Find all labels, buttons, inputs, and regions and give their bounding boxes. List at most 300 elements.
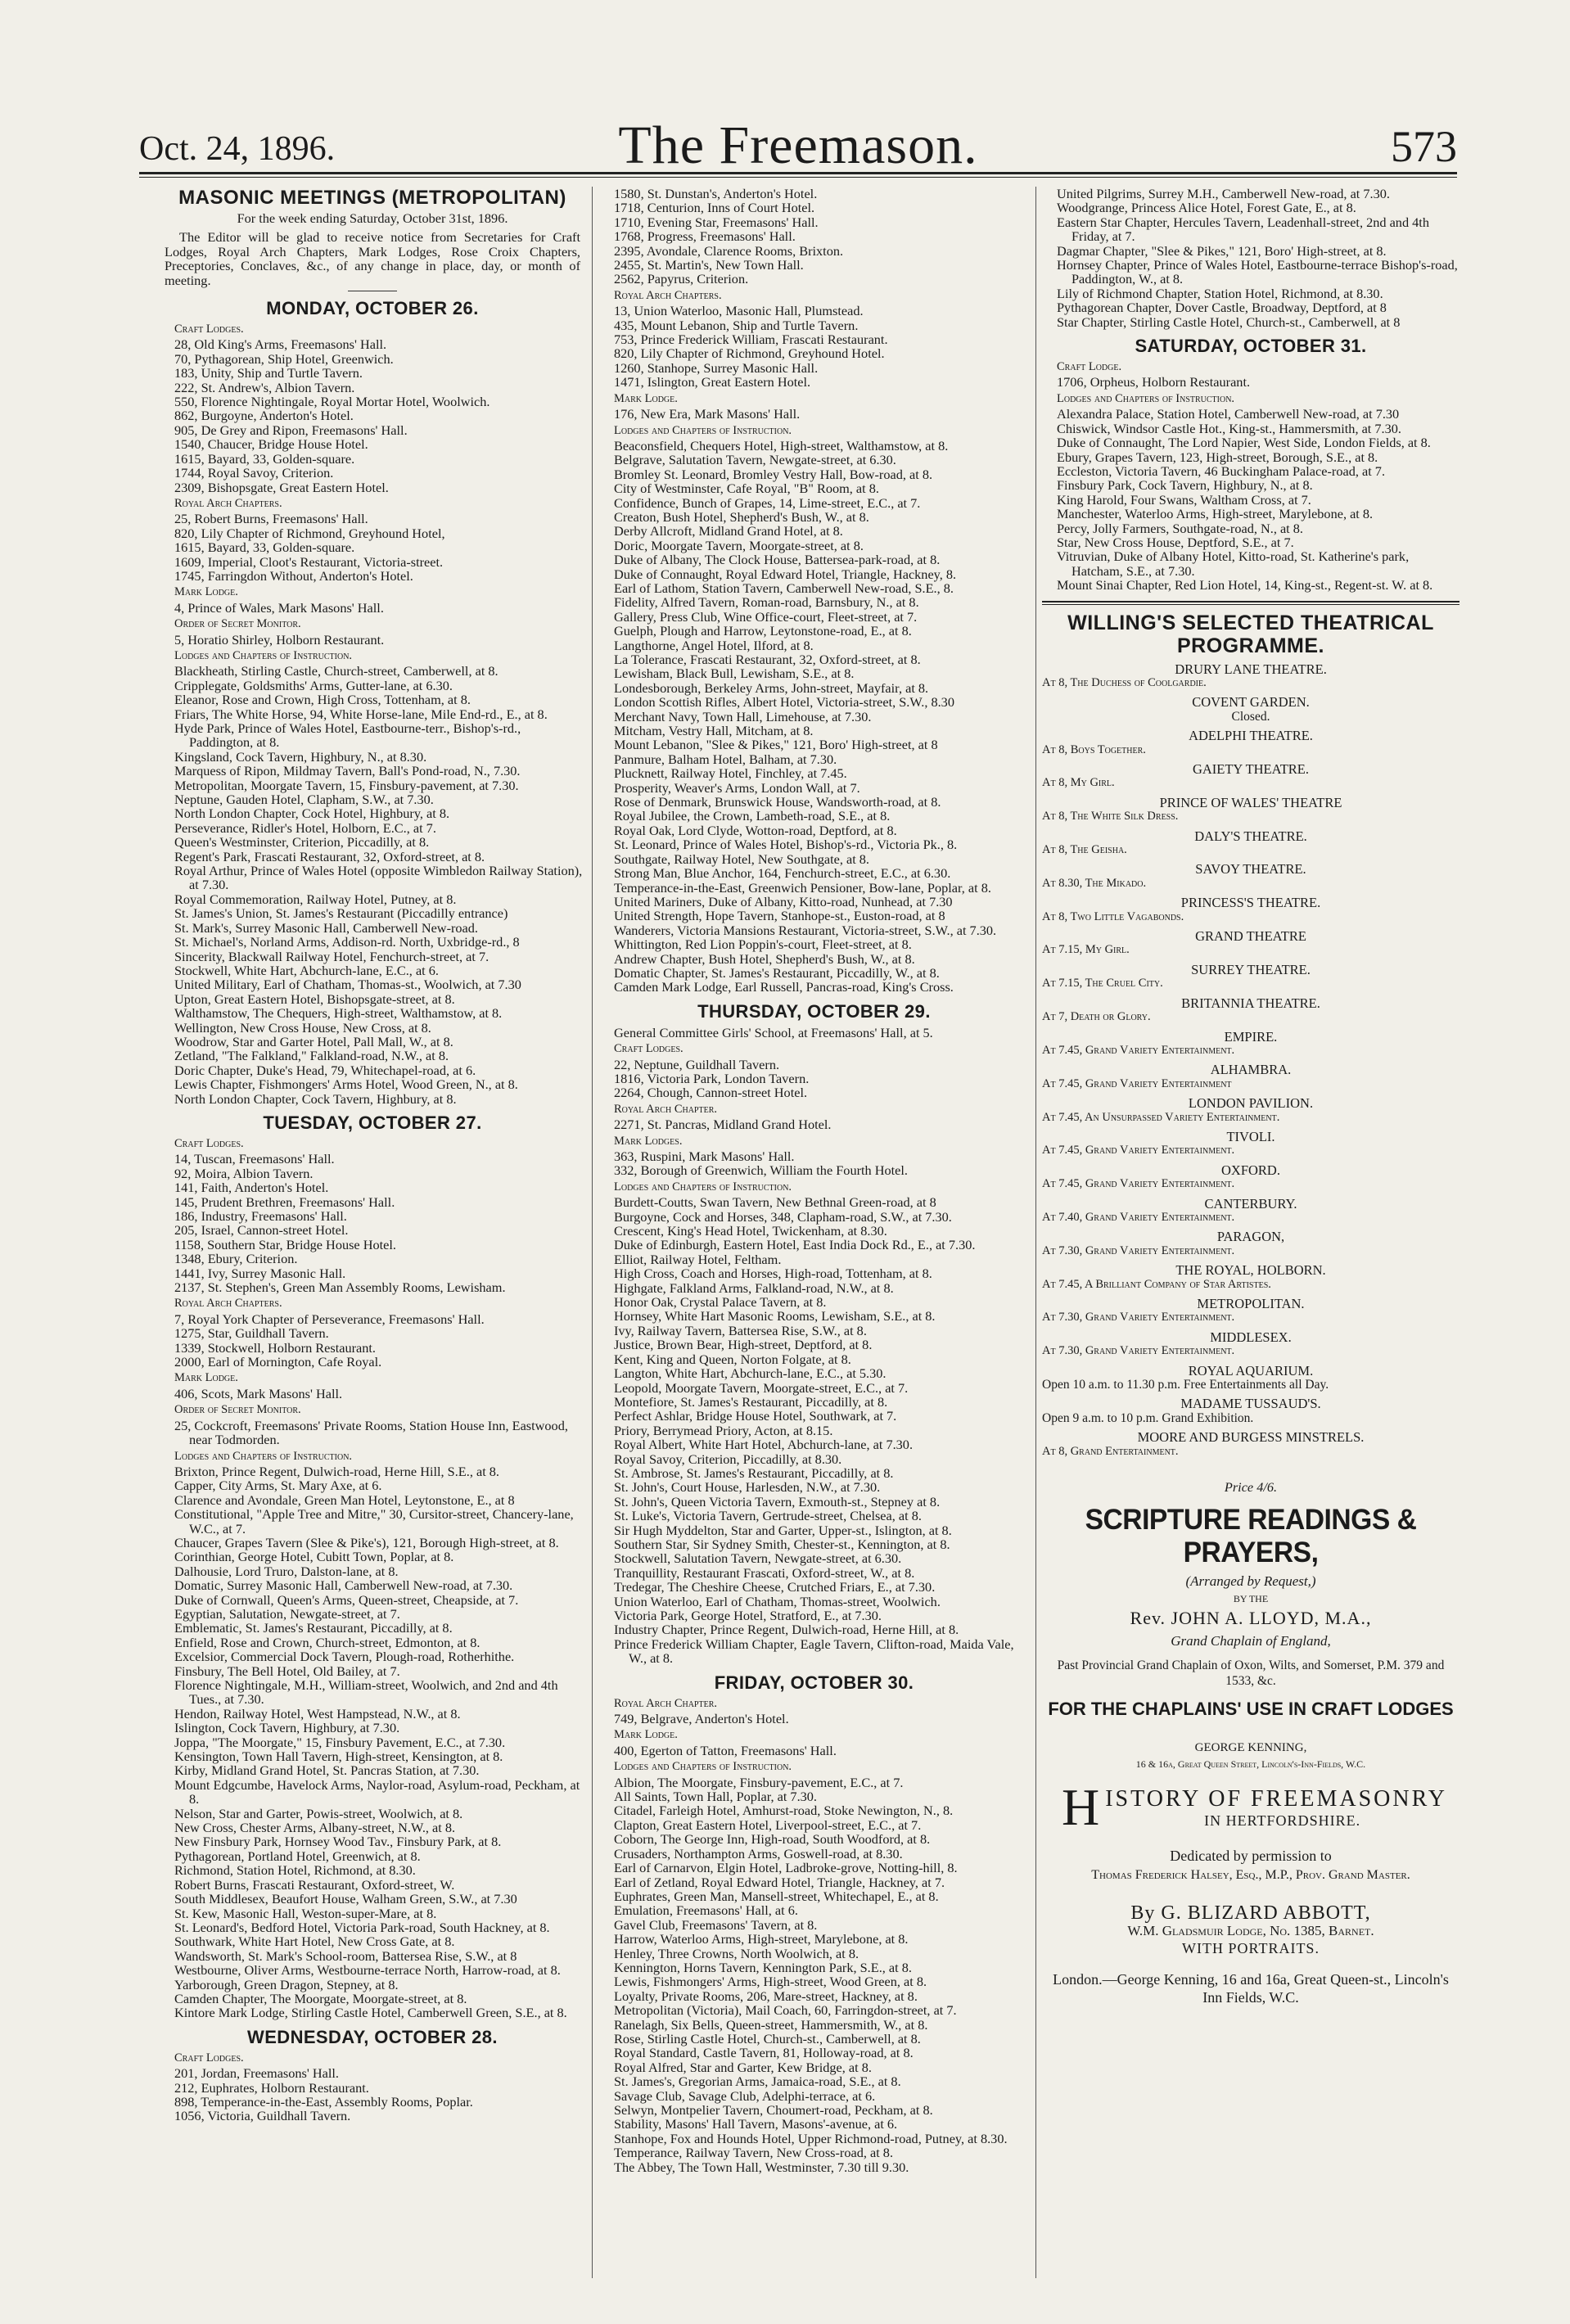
instruction-entry: Bromley St. Leonard, Bromley Vestry Hall, Bow-road, at 8. xyxy=(614,466,933,482)
chapter-entry: 749, Belgrave, Anderton's Hotel. xyxy=(614,1711,789,1727)
instruction-entry: St. Mark's, Surrey Masonic Hall, Camberwell New-road. xyxy=(174,919,478,936)
instruction-entry: Hornsey Chapter, Prince of Wales Hotel, Eastbourne-terrace Bishop's-road, Paddington, W., at 8. xyxy=(1057,257,1458,287)
instruction-entry: Belgrave, Salutation Tavern, Newgate-street, at 6.30. xyxy=(614,452,896,468)
instruction-entry: Islington, Cock Tavern, Highbury, at 7.30. xyxy=(174,1720,400,1736)
subheading: Craft Lodges. xyxy=(614,1042,683,1056)
editor-note: The Editor will be glad to receive notice from Secretaries for Craft Lodges, Royal Arch Chapters, Mark Lodges, Rose Croix Chapters, Preceptories, Conclaves, &c., of any change in place, day, or month of meeting. xyxy=(165,229,580,288)
patron: Thomas Frederick Halsey, Esq., M.P., Prov. Grand Master. xyxy=(1091,1867,1410,1882)
entry-list xyxy=(599,187,1029,287)
instruction-entry: Montefiore, St. James's Restaurant, Piccadilly, at 8. xyxy=(614,1393,888,1410)
chapter-entry: 1260, Stanhope, Surrey Masonic Hall. xyxy=(614,359,819,376)
instruction-entry: Manchester, Waterloo Arms, High-street, Marylebone, at 8. xyxy=(1057,506,1374,522)
instruction-entry: Domatic Chapter, St. James's Restaurant, Piccadilly, W., at 8. xyxy=(614,964,940,981)
subheading: Order of Secret Monitor. xyxy=(174,617,301,631)
instruction-entry: Rose of Denmark, Brunswick House, Wandsworth-road, at 8. xyxy=(614,794,941,810)
instruction-entry: United Mariners, Duke of Albany, Kitto-road, Nunhead, at 7.30 xyxy=(614,893,953,909)
instruction-entry: Regent's Park, Frascati Restaurant, 32, Oxford-street, at 8. xyxy=(174,848,485,864)
drop-cap: H xyxy=(1062,1777,1103,1836)
lodge-entry: 5, Horatio Shirley, Holborn Restaurant. xyxy=(174,631,385,648)
lodge-entry: 205, Israel, Cannon-street Hotel. xyxy=(174,1222,349,1239)
day-heading-monday: MONDAY, OCTOBER 26. xyxy=(266,298,479,319)
instruction-entry: Chaucer, Grapes Tavern (Slee & Pike's), 121, Borough High-street, at 8. xyxy=(174,1534,559,1550)
entry-list xyxy=(599,1744,1029,1758)
instruction-entry: Crusaders, Northampton Arms, Goswell-road, at 8.30. xyxy=(614,1845,903,1861)
theatre-show: At 7.45, Grand Variety Entertainment xyxy=(1042,1076,1232,1090)
instruction-entry: Vitruvian, Duke of Albany Hotel, Kitto-road, St. Katherine's park, Hatcham, S.E., at 7.30. xyxy=(1057,548,1410,579)
instruction-entry: Royal Oak, Lord Clyde, Wotton-road, Deptford, at 8. xyxy=(614,822,897,838)
publisher-footer: London.—George Kenning, 16 and 16a, Great Queen-st., Lincoln's Inn Fields, W.C. xyxy=(1053,1970,1449,2006)
instruction-entry: Tredegar, The Cheshire Cheese, Crutched Friars, E., at 7.30. xyxy=(614,1579,936,1595)
theatre-show: At 8, The Duchess of Coolgardie. xyxy=(1042,675,1207,689)
author-credentials: Past Provincial Grand Chaplain of Oxon, Wilts, and Somerset, P.M. 379 and 1533, &c. xyxy=(1057,1658,1445,1689)
instruction-entry: Earl of Zetland, Royal Edward Hotel, Triangle, Hackney, at 7. xyxy=(614,1874,945,1890)
theatre-name: SURREY THEATRE. xyxy=(1191,961,1311,977)
subheading: Mark Lodges. xyxy=(614,1134,683,1148)
dedication: Dedicated by permission to xyxy=(1170,1848,1332,1865)
lodge-entry: 1718, Centurion, Inns of Court Hotel. xyxy=(614,200,815,216)
theatre-show: At 8, Boys Together. xyxy=(1042,742,1146,756)
instruction-entry: Nelson, Star and Garter, Powis-street, Woolwich, at 8. xyxy=(174,1805,463,1821)
theatre-show: At 7.45, Grand Variety Entertainment. xyxy=(1042,1043,1235,1057)
instruction-entry: Gavel Club, Freemasons' Tavern, at 8. xyxy=(614,1916,818,1933)
instruction-entry: Dalhousie, Lord Truro, Dalston-lane, at 8. xyxy=(174,1563,399,1579)
column-2 xyxy=(599,187,1029,2282)
instruction-entry: Fidelity, Alfred Tavern, Roman-road, Barnsbury, N., at 8. xyxy=(614,594,919,611)
lodge-entry: 1710, Evening Star, Freemasons' Hall. xyxy=(614,214,819,230)
lodge-entry: 2562, Papyrus, Criterion. xyxy=(614,271,749,287)
arranged-note: (Arranged by Request,) xyxy=(1185,1573,1316,1590)
lodge-entry: 550, Florence Nightingale, Royal Mortar Hotel, Woolwich. xyxy=(174,394,490,410)
instruction-entry: Confidence, Bunch of Grapes, 14, Lime-street, E.C., at 7. xyxy=(614,494,921,511)
instruction-entry: Industry Chapter, Prince Regent, Dulwich-road, Herne Hill, at 8. xyxy=(614,1622,959,1638)
meetings-subtitle: For the week ending Saturday, October 31st, 1896. xyxy=(237,210,508,226)
instruction-entry: Camden Chapter, The Moorgate, Moorgate-street, at 8. xyxy=(174,1990,467,2006)
column-divider xyxy=(592,187,593,2278)
entry-list xyxy=(160,1419,585,1447)
chapter-entry: 1275, Star, Guildhall Tavern. xyxy=(174,1325,329,1342)
lodge-entry: 201, Jordan, Freemasons' Hall. xyxy=(174,2065,339,2082)
instruction-entry: Langton, White Hart, Abchurch-lane, E.C., at 5.30. xyxy=(614,1365,887,1382)
instruction-entry: Rose, Stirling Castle Hotel, Church-st., Camberwell, at 8. xyxy=(614,2030,921,2046)
day-heading-saturday: SATURDAY, OCTOBER 31. xyxy=(1135,336,1367,357)
instruction-entry: Blackheath, Stirling Castle, Church-street, Camberwell, at 8. xyxy=(174,663,499,679)
lodge-entry: 1744, Royal Savoy, Criterion. xyxy=(174,465,334,481)
instruction-entry: Corinthian, George Hotel, Cubitt Town, Poplar, at 8. xyxy=(174,1549,454,1565)
instruction-entry: St. John's, Queen Victoria Tavern, Exmouth-st., Stepney at 8. xyxy=(614,1493,941,1509)
theatre-programme-title: WILLING'S SELECTED THEATRICAL PROGRAMME. xyxy=(1067,611,1434,657)
instruction-entry: St. Kew, Masonic Hall, Weston-super-Mare, at 8. xyxy=(174,1905,437,1921)
instruction-entry: Alexandra Palace, Station Hotel, Camberwell New-road, at 7.30 xyxy=(1057,406,1400,422)
theatre-show: At 7.45, A Brilliant Company of Star Artistes. xyxy=(1042,1277,1271,1291)
instruction-entry: Mount Sinai Chapter, Red Lion Hotel, 14, King-st., Regent-st. W. at 8. xyxy=(1057,577,1433,593)
theatre-show: At 8, My Girl. xyxy=(1042,776,1115,790)
issue-date: Oct. 24, 1896. xyxy=(139,130,336,168)
instruction-entry: Emulation, Freemasons' Hall, at 6. xyxy=(614,1902,798,1919)
chapter-entry: 25, Robert Burns, Freemasons' Hall. xyxy=(174,511,368,527)
instruction-entry: Prince Frederick William Chapter, Eagle Tavern, Clifton-road, Maida Vale, W., at 8. xyxy=(614,1636,1014,1667)
instruction-entry: Strong Man, Blue Anchor, 164, Fenchurch-street, E.C., at 6.30. xyxy=(614,865,951,882)
theatre-show: At 7, Death or Glory. xyxy=(1042,1010,1151,1024)
lodge-entry: 186, Industry, Freemasons' Hall. xyxy=(174,1208,347,1224)
instruction-entry: Honor Oak, Crystal Palace Tavern, at 8. xyxy=(614,1294,827,1311)
instruction-entry: Mitcham, Vestry Hall, Mitcham, at 8. xyxy=(614,723,814,739)
instruction-entry: Andrew Chapter, Bush Hotel, Shepherd's Bush, W., at 8. xyxy=(614,950,915,967)
instruction-entry: Southwark, White Hart Hotel, New Cross Gate, at 8. xyxy=(174,1934,455,1950)
instruction-entry: Lily of Richmond Chapter, Station Hotel, Richmond, at 8.30. xyxy=(1057,285,1383,301)
instruction-entry: Justice, Brown Bear, High-street, Deptford, at 8. xyxy=(614,1337,873,1353)
entry-list xyxy=(160,512,585,583)
instruction-entry: Clarence and Avondale, Green Man Hotel, Leytonstone, E., at 8 xyxy=(174,1491,515,1508)
theatre-name: GRAND THEATRE xyxy=(1195,928,1306,945)
day-heading-thursday: THURSDAY, OCTOBER 29. xyxy=(697,1000,931,1022)
theatre-name: MIDDLESEX. xyxy=(1210,1329,1292,1345)
theatre-show: Closed. xyxy=(1231,709,1270,724)
instruction-entry: Duke of Cornwall, Queen's Arms, Queen-street, Cheapside, at 7. xyxy=(174,1591,519,1608)
lodge-entry: 145, Prudent Brethren, Freemasons' Hall. xyxy=(174,1194,395,1210)
instruction-entry: Beaconsfield, Chequers Hotel, High-street, Walthamstow, at 8. xyxy=(614,437,949,454)
instruction-entry: St. John's, Court House, Harlesden, N.W., at 7.30. xyxy=(614,1479,881,1496)
theatre-name: GAIETY THEATRE. xyxy=(1192,761,1310,777)
subheading: Craft Lodges. xyxy=(174,2051,244,2065)
lodge-entry: 2137, St. Stephen's, Green Man Assembly Rooms, Lewisham. xyxy=(174,1279,506,1296)
page-number: 573 xyxy=(1391,122,1457,171)
lodge-entry: 905, De Grey and Ripon, Freemasons' Hall. xyxy=(174,422,408,438)
chapter-entry: 435, Mount Lebanon, Ship and Turtle Tavern. xyxy=(614,317,859,333)
instruction-entry: Leopold, Moorgate Tavern, Moorgate-street, E.C., at 7. xyxy=(614,1379,909,1396)
lodge-entry: 1706, Orpheus, Holborn Restaurant. xyxy=(1057,374,1251,390)
instruction-entry: Sir Hugh Myddelton, Star and Garter, Upper-st., Islington, at 8. xyxy=(614,1522,952,1538)
instruction-entry: Finsbury, The Bell Hotel, Old Bailey, at 7. xyxy=(174,1663,400,1679)
theatre-name: MADAME TUSSAUD'S. xyxy=(1180,1396,1321,1412)
subheading: Mark Lodge. xyxy=(614,1728,678,1742)
chapter-entry: 7, Royal York Chapter of Perseverance, Freemasons' Hall. xyxy=(174,1311,485,1327)
instruction-entry: Duke of Connaught, Royal Edward Hotel, Triangle, Hackney, 8. xyxy=(614,566,957,582)
subheading: Craft Lodges. xyxy=(174,323,244,336)
instruction-entry: Woodgrange, Princess Alice Hotel, Forest Gate, E., at 8. xyxy=(1057,200,1356,216)
instruction-entry: Mount Lebanon, "Slee & Pikes," 121, Boro' High-street, at 8 xyxy=(614,737,938,753)
instruction-entry: Ebury, Grapes Tavern, 123, High-street, Borough, S.E., at 8. xyxy=(1057,449,1378,465)
instruction-entry: Merchant Navy, Town Hall, Limehouse, at 7.30. xyxy=(614,708,872,724)
lodge-entry: 4, Prince of Wales, Mark Masons' Hall. xyxy=(174,599,384,616)
instruction-entry: Doric Chapter, Duke's Head, 79, Whitechapel-road, at 6. xyxy=(174,1062,476,1078)
instruction-entry: Lewis, Fishmongers' Arms, High-street, Wood Green, at 8. xyxy=(614,1974,927,1990)
theatre-show: At 7.30, Grand Variety Entertainment. xyxy=(1042,1344,1235,1358)
theatre-show: At 8, Grand Entertainment. xyxy=(1042,1444,1179,1458)
entry-list xyxy=(599,1058,1029,1100)
instruction-entry: High Cross, Coach and Horses, High-road, Tottenham, at 8. xyxy=(614,1266,932,1282)
instruction-entry: Eccleston, Victoria Tavern, 46 Buckingham Palace-road, at 7. xyxy=(1057,463,1386,479)
history-author: By G. BLIZARD ABBOTT, xyxy=(1130,1902,1371,1924)
lodge-entry: 14, Tuscan, Freemasons' Hall. xyxy=(174,1151,335,1167)
theatre-show: Open 10 a.m. to 11.30 p.m. Free Entertainments all Day. xyxy=(1042,1378,1329,1392)
instruction-entry: Robert Burns, Frascati Restaurant, Oxford-street, W. xyxy=(174,1876,455,1893)
subheading: Craft Lodges. xyxy=(174,1136,244,1150)
entry-list xyxy=(599,1195,1029,1665)
theatre-show: At 7.15, The Cruel City. xyxy=(1042,977,1163,991)
lodge-entry: 2455, St. Martin's, New Town Hall. xyxy=(614,257,804,273)
instruction-entry: Royal Standard, Castle Tavern, 81, Holloway-road, at 8. xyxy=(614,2045,914,2061)
instruction-entry: Domatic, Surrey Masonic Hall, Camberwell New-road, at 7.30. xyxy=(174,1577,513,1594)
instruction-entry: King Harold, Four Swans, Waltham Cross, at 7. xyxy=(1057,491,1311,508)
day-heading-tuesday: TUESDAY, OCTOBER 27. xyxy=(263,1112,482,1133)
lodge-entry: 22, Neptune, Guildhall Tavern. xyxy=(614,1056,780,1072)
lodge-entry: 332, Borough of Greenwich, William the Fourth Hotel. xyxy=(614,1162,908,1179)
column-1 xyxy=(160,187,585,2282)
instruction-entry: Upton, Great Eastern Hotel, Bishopsgate-street, at 8. xyxy=(174,991,455,1007)
subheading: Craft Lodge. xyxy=(1057,360,1122,374)
entry-list xyxy=(160,1312,585,1370)
instruction-entry: Chiswick, Windsor Castle Hot., King-st., Hammersmith, at 7.30. xyxy=(1057,420,1401,436)
instruction-entry: Star, New Cross House, Deptford, S.E., at 7. xyxy=(1057,534,1294,550)
lodge-entry: 2264, Chough, Cannon-street Hotel. xyxy=(614,1085,808,1101)
chapter-entry: 2000, Earl of Mornington, Cafe Royal. xyxy=(174,1354,382,1370)
instruction-entry: Royal Commemoration, Railway Hotel, Putney, at 8. xyxy=(174,891,457,907)
section-rule xyxy=(1042,601,1459,602)
instruction-entry: Panmure, Balham Hotel, Balham, at 7.30. xyxy=(614,751,837,767)
instruction-entry: Percy, Jolly Farmers, Southgate-road, N., at 8. xyxy=(1057,520,1303,536)
instruction-entry: Mount Edgcumbe, Havelock Arms, Naylor-road, Asylum-road, Peckham, at 8. xyxy=(174,1776,580,1807)
lodge-entry: 212, Euphrates, Holborn Restaurant. xyxy=(174,2079,369,2096)
lodge-entry: 898, Temperance-in-the-East, Assembly Rooms, Poplar. xyxy=(174,2093,473,2110)
entry-list xyxy=(160,2066,585,2123)
lodge-entry: 400, Egerton of Tatton, Freemasons' Hall. xyxy=(614,1742,837,1758)
chapter-entry: 2271, St. Pancras, Midland Grand Hotel. xyxy=(614,1117,832,1133)
instruction-entry: Albion, The Moorgate, Finsbury-pavement, E.C., at 7. xyxy=(614,1774,904,1790)
instruction-entry: Earl of Carnarvon, Elgin Hotel, Ladbroke-grove, Notting-hill, 8. xyxy=(614,1860,958,1876)
lodge-entry: 406, Scots, Mark Masons' Hall. xyxy=(174,1385,343,1401)
section-rule-thin xyxy=(1042,604,1459,605)
portraits-note: WITH PORTRAITS. xyxy=(1182,1939,1320,1956)
instruction-entry: Londesborough, Berkeley Arms, John-street, Mayfair, at 8. xyxy=(614,679,929,696)
theatre-name: PRINCE OF WALES' THEATRE xyxy=(1159,794,1342,810)
instruction-entry: New Finsbury Park, Hornsey Wood Tav., Finsbury Park, at 8. xyxy=(174,1834,502,1850)
instruction-entry: Star Chapter, Stirling Castle Hotel, Church-st., Camberwell, at 8 xyxy=(1057,314,1401,330)
theatre-name: PRINCESS'S THEATRE. xyxy=(1180,895,1321,911)
entry-list xyxy=(599,1149,1029,1178)
instruction-entry: Savage Club, Savage Club, Adelphi-terrace, at 6. xyxy=(614,2087,876,2104)
chapter-entry: 1339, Stockwell, Holborn Restaurant. xyxy=(174,1339,376,1356)
instruction-entry: Duke of Edinburgh, Eastern Hotel, East India Dock Rd., E., at 7.30. xyxy=(614,1237,976,1253)
instruction-entry: Capper, City Arms, St. Mary Axe, at 6. xyxy=(174,1478,382,1494)
theatre-show: At 8, The Geisha. xyxy=(1042,843,1127,857)
theatre-name: OXFORD. xyxy=(1221,1162,1280,1178)
history-title-text: ISTORY OF FREEMASONRY xyxy=(1105,1785,1447,1812)
theatre-show: Open 9 a.m. to 10 p.m. Grand Exhibition. xyxy=(1042,1410,1254,1425)
lodge-entry: 183, Unity, Ship and Turtle Tavern. xyxy=(174,365,363,381)
instruction-entry: Temperance-in-the-East, Greenwich Pensioner, Bow-lane, Poplar, at 8. xyxy=(614,879,991,896)
instruction-entry: All Saints, Town Hall, Poplar, at 7.30. xyxy=(614,1789,817,1805)
instruction-entry: Eastern Star Chapter, Hercules Tavern, Leadenhall-street, 2nd and 4th Friday, at 7. xyxy=(1057,214,1429,245)
lodge-entry: 1348, Ebury, Criterion. xyxy=(174,1251,298,1267)
instruction-entry: Royal Jubilee, the Crown, Lambeth-road, S.E., at 8. xyxy=(614,808,891,824)
chapter-entry: 1745, Farringdon Without, Anderton's Hotel. xyxy=(174,567,413,584)
instruction-entry: Dagmar Chapter, "Slee & Pikes," 121, Boro' High-street, at 8. xyxy=(1057,242,1387,259)
instruction-entry: Brixton, Prince Regent, Dulwich-road, Herne Hill, S.E., at 8. xyxy=(174,1463,499,1479)
entry-list xyxy=(599,439,1029,995)
theatre-name: ROYAL AQUARIUM. xyxy=(1188,1362,1314,1379)
entry-list xyxy=(160,664,585,1106)
chapter-entry: 820, Lily Chapter of Richmond, Greyhound Hotel, xyxy=(174,525,445,541)
masthead-rule xyxy=(139,172,1457,174)
instruction-entry: Cripplegate, Goldsmiths' Arms, Gutter-lane, at 6.30. xyxy=(174,677,453,693)
instruction-entry: Hyde Park, Prince of Wales Hotel, Eastbourne-terr., Bishop's-rd., Paddington, at 8. xyxy=(174,720,521,751)
theatre-name: BRITANNIA THEATRE. xyxy=(1181,995,1320,1011)
meetings-title: MASONIC MEETINGS (METROPOLITAN) xyxy=(178,187,566,209)
instruction-entry: Burgoyne, Cock and Horses, 348, Clapham-road, S.W., at 7.30. xyxy=(614,1208,952,1225)
instruction-entry: United Pilgrims, Surrey M.H., Camberwell New-road, at 7.30. xyxy=(1057,187,1390,201)
instruction-entry: Gallery, Press Club, Wine Office-court, Fleet-street, at 7. xyxy=(614,608,918,625)
instruction-entry: St. Ambrose, St. James's Restaurant, Piccadilly, at 8. xyxy=(614,1464,894,1481)
instruction-entry: Westbourne, Oliver Arms, Westbourne-terrace North, Harrow-road, at 8. xyxy=(174,1962,561,1979)
instruction-entry: Perseverance, Ridler's Hotel, Holborn, E.C., at 7. xyxy=(174,819,436,836)
instruction-entry: Kensington, Town Hall Tavern, High-street, Kensington, at 8. xyxy=(174,1749,503,1765)
lodge-entry: 141, Faith, Anderton's Hotel. xyxy=(174,1180,329,1196)
instruction-entry: Priory, Berrymead Priory, Acton, at 8.15. xyxy=(614,1422,833,1438)
column-3 xyxy=(1042,187,1459,2282)
instruction-entry: Camden Mark Lodge, Earl Russell, Pancras-road, King's Cross. xyxy=(614,979,954,995)
instruction-entry: Creaton, Bush Hotel, Shepherd's Bush, W., at 8. xyxy=(614,508,869,525)
instruction-entry: Highgate, Falkland Arms, Falkland-road, N.W., at 8. xyxy=(614,1279,894,1296)
lodge-entry: 222, St. Andrew's, Albion Tavern. xyxy=(174,379,355,395)
lodge-entry: 1158, Southern Star, Bridge House Hotel. xyxy=(174,1236,396,1252)
instruction-entry: St. Leonard's, Bedford Hotel, Victoria Park-road, South Hackney, at 8. xyxy=(174,1919,550,1935)
subheading: Royal Arch Chapters. xyxy=(174,496,282,510)
instruction-entry: Crescent, King's Head Hotel, Twickenham, at 8.30. xyxy=(614,1223,887,1239)
instruction-entry: Kirby, Midland Grand Hotel, St. Pancras Station, at 7.30. xyxy=(174,1762,480,1779)
theatre-name: COVENT GARDEN. xyxy=(1192,694,1310,711)
theatre-name: ADELPHI THEATRE. xyxy=(1189,728,1313,744)
instruction-entry: Joppa, "The Moorgate," 15, Finsbury Pavement, E.C., at 7.30. xyxy=(174,1734,506,1750)
instruction-entry: Zetland, "The Falkland," Falkland-road, N.W., at 8. xyxy=(174,1048,449,1064)
lodge-entry: 1615, Bayard, 33, Golden-square. xyxy=(174,450,355,467)
instruction-entry: Metropolitan, Moorgate Tavern, 15, Finsbury-pavement, at 7.30. xyxy=(174,777,519,793)
instruction-entry: South Middlesex, Beaufort House, Walham Green, S.W., at 7.30 xyxy=(174,1891,517,1907)
theatre-name: EMPIRE. xyxy=(1224,1028,1278,1045)
instruction-entry: Plucknett, Railway Hotel, Finchley, at 7.45. xyxy=(614,765,847,782)
subheading: Lodges and Chapters of Instruction. xyxy=(1057,391,1235,405)
by-the-label: BY THE xyxy=(1233,1592,1269,1604)
theatre-show: At 8, Two Little Vagabonds. xyxy=(1042,909,1184,923)
instruction-entry: St. James's, Gregorian Arms, Jamaica-road, S.E., at 8. xyxy=(614,2074,901,2090)
lodge-entry: 25, Cockcroft, Freemasons' Private Rooms, Station House Inn, Eastwood, near Todmorden. xyxy=(174,1417,568,1448)
instruction-entry: Lewisham, Black Bull, Lewisham, S.E., at 8. xyxy=(614,666,855,682)
instruction-entry: Stability, Masons' Hall Tavern, Masons'-avenue, at 6. xyxy=(614,2116,898,2132)
instruction-entry: Wanderers, Victoria Mansions Restaurant, Victoria-street, S.W., at 7.30. xyxy=(614,922,997,938)
instruction-entry: Langthorne, Angel Hotel, Ilford, at 8. xyxy=(614,637,814,653)
instruction-entry: Royal Alfred, Star and Garter, Kew Bridge, at 8. xyxy=(614,2059,872,2075)
subheading: Lodges and Chapters of Instruction. xyxy=(614,1760,792,1774)
instruction-entry: Harrow, Waterloo Arms, High-street, Marylebone, at 8. xyxy=(614,1931,909,1947)
instruction-entry: Royal Albert, White Hart Hotel, Abchurch-lane, at 7.30. xyxy=(614,1437,914,1453)
instruction-entry: Excelsior, Commercial Dock Tavern, Plough-road, Rotherhithe. xyxy=(174,1649,515,1665)
instruction-entry: Temperance, Railway Tavern, New Cross-road, at 8. xyxy=(614,2145,894,2161)
day-heading-friday: FRIDAY, OCTOBER 30. xyxy=(714,1672,914,1693)
instruction-entry: Derby Allcroft, Midland Grand Hotel, at 8. xyxy=(614,523,843,539)
instruction-entry: Pythagorean, Portland Hotel, Greenwich, at 8. xyxy=(174,1848,421,1864)
instruction-entry: Union Waterloo, Earl of Chatham, Thomas-street, Woolwich. xyxy=(614,1593,941,1609)
instruction-entry: Victoria Park, George Hotel, Stratford, E., at 7.30. xyxy=(614,1608,882,1623)
instruction-entry: Constitutional, "Apple Tree and Mitre," 30, Cursitor-street, Chancery-lane, W.C., at 7. xyxy=(174,1506,574,1537)
chapter-entry: 1615, Bayard, 33, Golden-square. xyxy=(174,539,355,556)
instruction-entry: City of Westminster, Cafe Royal, "B" Room, at 8. xyxy=(614,481,879,497)
subheading: Lodges and Chapters of Instruction. xyxy=(174,648,353,662)
lodge-entry: 862, Burgoyne, Anderton's Hotel. xyxy=(174,408,354,424)
subheading: Order of Secret Monitor. xyxy=(174,1403,301,1417)
subheading: Mark Lodge. xyxy=(174,585,238,599)
subheading: Lodges and Chapters of Instruction. xyxy=(174,1449,353,1463)
instruction-entry: Clapton, Great Eastern Hotel, Liverpool-street, E.C., at 7. xyxy=(614,1816,922,1833)
instruction-entry: Southgate, Railway Hotel, New Southgate, at 8. xyxy=(614,851,869,867)
chapter-entry: 1471, Islington, Great Eastern Hotel. xyxy=(614,374,811,390)
instruction-entry: Henley, Three Crowns, North Woolwich, at 8. xyxy=(614,1945,859,1961)
lodge-entry: 92, Moira, Albion Tavern. xyxy=(174,1165,314,1181)
instruction-entry: Wellington, New Cross House, New Cross, at 8. xyxy=(174,1019,431,1036)
instruction-entry: United Strength, Hope Tavern, Stanhope-st., Euston-road, at 8 xyxy=(614,908,945,924)
theatre-name: DALY'S THEATRE. xyxy=(1194,828,1307,844)
instruction-entry: St. James's Union, St. James's Restaurant (Piccadilly entrance) xyxy=(174,905,508,922)
instruction-entry: Marquess of Ripon, Mildmay Tavern, Ball's Pond-road, N., 7.30. xyxy=(174,763,521,779)
subheading: Royal Arch Chapter. xyxy=(614,1696,718,1710)
instruction-entry: Stockwell, Salutation Tavern, Newgate-street, at 6.30. xyxy=(614,1550,902,1567)
instruction-entry: Doric, Moorgate Tavern, Moorgate-street, at 8. xyxy=(614,537,864,553)
lodge-entry: 1816, Victoria Park, London Tavern. xyxy=(614,1070,810,1086)
instruction-entry: Walthamstow, The Chequers, High-street, Walthamstow, at 8. xyxy=(174,1005,503,1022)
instruction-entry: Kintore Mark Lodge, Stirling Castle Hotel, Camberwell Green, S.E., at 8. xyxy=(174,2005,567,2021)
instruction-entry: Stockwell, White Hart, Abchurch-lane, E.C., at 6. xyxy=(174,962,439,978)
price-label: Price 4/6. xyxy=(1224,1479,1278,1496)
entry-list xyxy=(599,304,1029,389)
lodge-entry: 1540, Chaucer, Bridge House Hotel. xyxy=(174,436,368,453)
lodge-entry: 1580, St. Dunstan's, Anderton's Hotel. xyxy=(614,187,818,201)
instruction-entry: Egyptian, Salutation, Newgate-street, at 7. xyxy=(174,1605,400,1622)
instruction-entry: Euphrates, Green Man, Mansell-street, Whitechapel, E., at 8. xyxy=(614,1888,939,1904)
instruction-entry: United Military, Earl of Chatham, Thomas-st., Woolwich, at 7.30 xyxy=(174,977,521,993)
subheading: Lodges and Chapters of Instruction. xyxy=(614,1180,792,1194)
theatre-show: At 7.45, Grand Variety Entertainment. xyxy=(1042,1144,1235,1157)
instruction-entry: Royal Savoy, Criterion, Piccadilly, at 8.30. xyxy=(614,1451,842,1467)
instruction-entry: Woodrow, Star and Garter Hotel, Pall Mall, W., at 8. xyxy=(174,1033,453,1049)
instruction-entry: Selwyn, Montpelier Tavern, Choumert-road, Peckham, at 8. xyxy=(614,2102,933,2118)
instruction-entry: Whittington, Red Lion Poppin's-court, Fleet-street, at 8. xyxy=(614,936,912,953)
instruction-entry: New Cross, Chester Arms, Albany-street, N.W., at 8. xyxy=(174,1820,456,1836)
chapter-entry: 753, Prince Frederick William, Frascati Restaurant. xyxy=(614,332,888,348)
chapter-entry: 820, Lily Chapter of Richmond, Greyhound Hotel. xyxy=(614,345,885,362)
instruction-entry: Kent, King and Queen, Norton Folgate, at 8. xyxy=(614,1351,851,1367)
instruction-entry: Tranquillity, Restaurant Frascati, Oxford-street, W., at 8. xyxy=(614,1564,915,1581)
entry-list xyxy=(160,337,585,494)
scripture-title: SCRIPTURE READINGS & PRAYERS, xyxy=(1085,1504,1417,1569)
theatre-show: At 8, The White Silk Dress. xyxy=(1042,810,1179,824)
instruction-entry: Hornsey, White Hart Masonic Rooms, Lewisham, S.E., at 8. xyxy=(614,1308,936,1324)
instruction-entry: St. Leonard, Prince of Wales Hotel, Bishop's-rd., Victoria Pk., 8. xyxy=(614,837,958,853)
instruction-entry: Lewis Chapter, Fishmongers' Arms Hotel, Wood Green, N., at 8. xyxy=(174,1076,518,1093)
subheading: Royal Arch Chapters. xyxy=(614,288,722,302)
instruction-entry: Pythagorean Chapter, Dover Castle, Broadway, Deptford, at 8 xyxy=(1057,300,1387,316)
theatre-name: ALHAMBRA. xyxy=(1210,1062,1292,1078)
instruction-entry: Royal Arthur, Prince of Wales Hotel (opposite Wimbledon Railway Station), at 7.30. xyxy=(174,863,583,893)
instruction-entry: Perfect Ashlar, Bridge House Hotel, Southwark, at 7. xyxy=(614,1408,897,1424)
instruction-entry: Enfield, Rose and Crown, Church-street, Edmonton, at 8. xyxy=(174,1634,480,1650)
lodge-entry: 28, Old King's Arms, Freemasons' Hall. xyxy=(174,336,387,353)
theatre-name: METROPOLITAN. xyxy=(1197,1296,1305,1311)
theatre-show: At 7.40, Grand Variety Entertainment. xyxy=(1042,1210,1235,1224)
theatre-list xyxy=(1042,662,1459,1460)
theatre-show: At 7.30, Grand Variety Entertainment. xyxy=(1042,1311,1235,1324)
instruction-entry: Richmond, Station Hotel, Richmond, at 8.30. xyxy=(174,1862,416,1879)
instruction-entry: Southern Star, Sir Sydney Smith, Chester-st., Kennington, at 8. xyxy=(614,1536,950,1552)
lodge-entry: 1056, Victoria, Guildhall Tavern. xyxy=(174,2108,351,2124)
instruction-entry: Neptune, Gauden Hotel, Clapham, S.W., at 7.30. xyxy=(174,792,434,808)
